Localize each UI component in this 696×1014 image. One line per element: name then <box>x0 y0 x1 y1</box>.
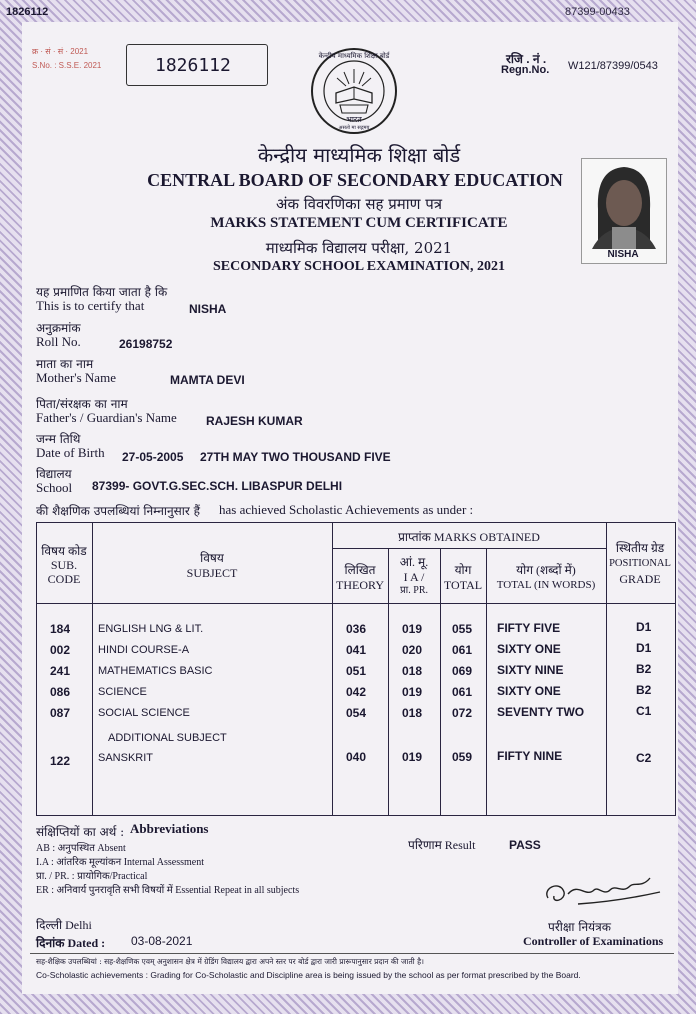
dob-label-en: Date of Birth <box>36 445 105 460</box>
subject-code: 241 <box>50 664 71 678</box>
subject-code: 122 <box>50 754 71 768</box>
dob-value: 27-05-2005 <box>122 450 184 464</box>
grade-header-en2: GRADE <box>619 572 661 586</box>
ia-marks: 019 <box>402 750 423 764</box>
subject-code: 087 <box>50 706 71 720</box>
subject-name: HINDI COURSE-A <box>98 644 190 656</box>
words-header-en: TOTAL (IN WORDS) <box>496 579 596 591</box>
regn-value: W121/87399/0543 <box>568 60 658 72</box>
date-value: 03-08-2021 <box>131 934 193 948</box>
top-serial-right: 87399-00433 <box>565 6 630 18</box>
table-header-divider <box>36 603 675 604</box>
achievements-label-en: has achieved Scholastic Achievements as under : <box>219 502 474 517</box>
logo-bottom-text: भारत <box>346 115 362 124</box>
total-in-words: SIXTY NINE <box>497 663 564 677</box>
exam-title-english: SECONDARY SCHOOL EXAMINATION, 2021 <box>213 259 505 274</box>
positional-grade: B2 <box>636 683 652 697</box>
roll-label-en: Roll No. <box>36 334 81 349</box>
theory-marks: 054 <box>346 706 367 720</box>
positional-grade: B2 <box>636 662 652 676</box>
certificate-title-hindi: अंक विवरणिका सह प्रमाण पत्र <box>275 195 443 213</box>
mother-label-en: Mother's Name <box>36 370 116 385</box>
grade-header-hi: स्थितीय ग्रेड <box>615 541 665 555</box>
exam-title-hindi: माध्यमिक विद्यालय परीक्षा, 2021 <box>265 239 453 257</box>
ia-marks: 018 <box>402 706 423 720</box>
ia-header-hi: आं. मू. <box>399 555 429 569</box>
controller-title-en: Controller of Examinations <box>523 934 664 948</box>
total-marks: 072 <box>452 706 473 720</box>
theory-header-hi: लिखित <box>344 563 376 577</box>
student-name: NISHA <box>189 302 227 316</box>
father-label-en: Father's / Guardian's Name <box>36 410 177 425</box>
theory-marks: 036 <box>346 622 367 636</box>
ia-header-en2: प्रा. PR. <box>399 585 428 596</box>
date-label: दिनांक Dated : <box>36 936 106 950</box>
theory-marks: 042 <box>346 685 367 699</box>
positional-grade: D1 <box>636 641 652 655</box>
abbreviation-line: प्रा. / PR. : प्रायोगिक/Practical <box>36 871 148 882</box>
footer-divider <box>30 953 674 954</box>
board-name-english: CENTRAL BOARD OF SECONDARY EDUCATION <box>147 170 563 190</box>
result-value: PASS <box>509 838 541 852</box>
subject-name: SANSKRIT <box>98 752 154 764</box>
certificate-title-english: MARKS STATEMENT CUM CERTIFICATE <box>210 215 508 231</box>
serial-label-hi: क्र · सं · सं · 2021 <box>32 47 89 56</box>
photo-caption: NISHA <box>607 249 639 260</box>
achievements-label-hi: की शैक्षणिक उपलब्धियां निम्नानुसार हैं <box>36 504 200 518</box>
code-header-hi: विषय कोड <box>41 544 87 558</box>
total-in-words: SEVENTY TWO <box>497 705 585 719</box>
abbreviations-heading-hi: संक्षिप्तियों का अर्थ : <box>36 825 125 839</box>
ia-marks: 019 <box>402 685 423 699</box>
serial-label-en: S.No. : S.S.E. 2021 <box>32 61 102 70</box>
theory-marks: 041 <box>346 643 367 657</box>
positional-grade: D1 <box>636 620 652 634</box>
abbreviation-line: AB : अनुपस्थित Absent <box>36 843 126 854</box>
total-marks: 069 <box>452 664 473 678</box>
total-in-words: SIXTY ONE <box>497 684 561 698</box>
subject-name: SCIENCE <box>98 686 147 698</box>
logo-top-text: केन्द्रीय माध्यमिक शिक्षा बोर्ड <box>318 52 390 60</box>
ia-marks: 018 <box>402 664 423 678</box>
footer-line-english: Co-Scholastic achievements : Grading for Co-Scholastic and Discipline area is being issued by the school as per format prescribed by the Board. <box>36 970 581 980</box>
subject-name: ENGLISH LNG & LIT. <box>98 623 204 635</box>
total-marks: 061 <box>452 643 473 657</box>
subject-name: SOCIAL SCIENCE <box>98 707 190 719</box>
ia-header-en1: I A / <box>403 570 425 584</box>
roll-label-hi: अनुक्रमांक <box>36 321 81 335</box>
theory-header-en: THEORY <box>336 578 384 592</box>
total-marks: 061 <box>452 685 473 699</box>
mother-label-hi: माता का नाम <box>36 357 94 371</box>
total-marks: 055 <box>452 622 473 636</box>
table-divider <box>332 548 606 549</box>
certify-label-hi: यह प्रमाणित किया जाता है कि <box>36 285 168 299</box>
words-header-hi: योग (शब्दों में) <box>516 563 576 577</box>
father-name: RAJESH KUMAR <box>206 414 303 428</box>
dob-label-hi: जन्म तिथि <box>36 432 81 446</box>
serial-number: 1826112 <box>155 55 231 76</box>
theory-marks: 040 <box>346 750 367 764</box>
logo-motto: असतो मा सद्गमय <box>338 125 370 131</box>
roll-number: 26198752 <box>119 337 173 351</box>
total-in-words: SIXTY ONE <box>497 642 561 656</box>
abbreviations-heading-en: Abbreviations <box>130 821 209 836</box>
dob-in-words: 27TH MAY TWO THOUSAND FIVE <box>200 450 391 464</box>
subject-code: 184 <box>50 622 71 636</box>
regn-label-hi: रजि . नं . <box>506 52 547 66</box>
result-label: परिणाम Result <box>408 838 476 852</box>
positional-grade: C1 <box>636 704 652 718</box>
subject-code: 086 <box>50 685 71 699</box>
regn-label-en: Regn.No. <box>501 64 550 76</box>
certify-label-en: This is to certify that <box>36 298 145 313</box>
total-header-en: TOTAL <box>443 578 483 592</box>
school-name: 87399- GOVT.G.SEC.SCH. LIBASPUR DELHI <box>92 479 343 493</box>
total-header-hi: योग <box>454 563 472 577</box>
father-label-hi: पिता/संरक्षक का नाम <box>36 397 128 411</box>
total-in-words: FIFTY FIVE <box>497 621 561 635</box>
subject-code: 002 <box>50 643 71 657</box>
board-name-hindi: केन्द्रीय माध्यमिक शिक्षा बोर्ड <box>257 143 461 167</box>
ia-marks: 020 <box>402 643 423 657</box>
controller-title-hi: परीक्षा नियंत्रक <box>548 920 611 934</box>
mother-name: MAMTA DEVI <box>170 373 245 387</box>
positional-grade: C2 <box>636 751 652 765</box>
marks-obtained-header: प्राप्तांक MARKS OBTAINED <box>398 530 540 544</box>
theory-marks: 051 <box>346 664 367 678</box>
place-label: दिल्ली Delhi <box>36 918 92 932</box>
footer-line-hindi: सह-शैक्षिक उपलब्धियां : सह-शैक्षणिक एवम् अनुशासन क्षेत्र में ग्रेडिंग विद्यालय द्वारा अपने स्तर पर बोर्ड द्वारा जारी प्रारूपानुसार प्रदान की जाती है। <box>36 957 424 966</box>
school-label-en: School <box>36 480 73 495</box>
total-in-words: FIFTY NINE <box>497 749 563 763</box>
abbreviation-line: ER : अनिवार्य पुनरावृति सभी विषयों में Essential Repeat in all subjects <box>36 885 300 896</box>
total-marks: 059 <box>452 750 473 764</box>
ia-marks: 019 <box>402 622 423 636</box>
controller-signature <box>538 868 668 914</box>
code-header-en1: SUB. <box>50 558 78 572</box>
top-serial-left: 1826112 <box>6 6 49 18</box>
code-header-en2: CODE <box>47 572 81 586</box>
subject-header-en: SUBJECT <box>186 566 238 580</box>
abbreviation-line: I.A : आंतरिक मूल्यांकन Internal Assessment <box>36 857 204 868</box>
school-label-hi: विद्यालय <box>36 467 72 481</box>
additional-subject-heading: ADDITIONAL SUBJECT <box>108 732 227 744</box>
subject-name: MATHEMATICS BASIC <box>98 665 213 677</box>
grade-header-en1: POSITIONAL <box>609 558 671 569</box>
subject-header-hi: विषय <box>200 551 224 565</box>
